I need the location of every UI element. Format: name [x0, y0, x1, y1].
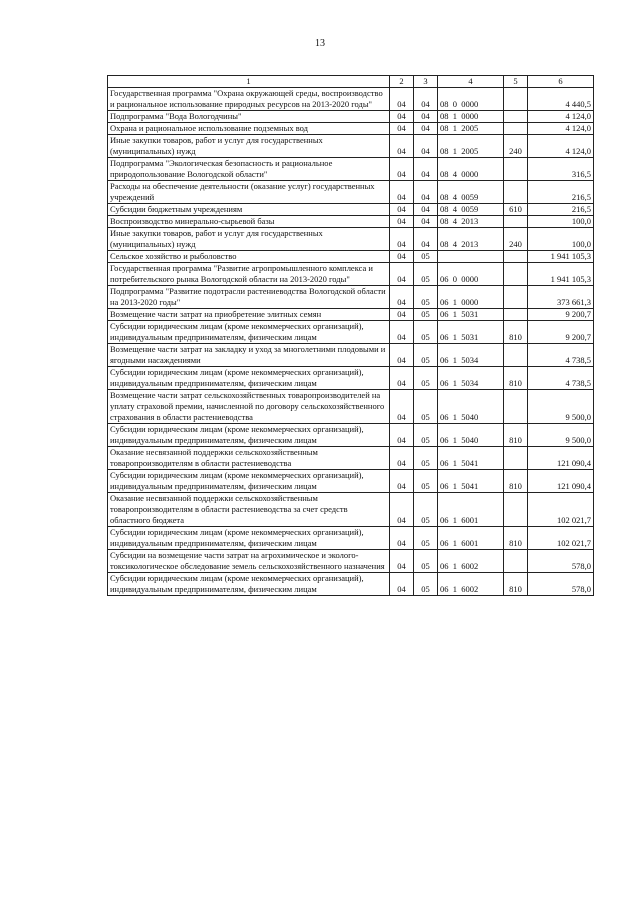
section-code-cell: 04 [390, 527, 414, 550]
amount-cell: 4 440,5 [528, 88, 594, 111]
row-name-cell: Подпрограмма "Вода Вологодчины" [108, 111, 390, 123]
amount-cell: 121 090,4 [528, 447, 594, 470]
table-row [108, 573, 594, 596]
budget-table [107, 75, 594, 596]
section-code-cell: 04 [390, 204, 414, 216]
row-name-cell: Оказание несвязанной поддержки сельскохозяйственным товаропроизводителям в области растениеводства за счет средств областного бюджета [108, 493, 390, 527]
header-cell: 5 [504, 76, 528, 88]
subsection-code-cell: 05 [414, 367, 438, 390]
target-article-cell: 06 1 0000 [438, 286, 504, 309]
subsection-code-cell: 04 [414, 123, 438, 135]
target-article-cell: 06 1 5034 [438, 367, 504, 390]
target-article-cell: 08 4 2013 [438, 228, 504, 251]
section-code-cell: 04 [390, 390, 414, 424]
section-code-cell: 04 [390, 367, 414, 390]
section-code-cell: 04 [390, 216, 414, 228]
expense-type-cell [504, 344, 528, 367]
table-row [108, 88, 594, 111]
header-cell: 6 [528, 76, 594, 88]
amount-cell: 4 124,0 [528, 135, 594, 158]
row-name-cell: Иные закупки товаров, работ и услуг для государственных (муниципальных) нужд [108, 135, 390, 158]
table-row [108, 424, 594, 447]
page-number: 13 [315, 38, 325, 49]
row-name-cell: Субсидии юридическим лицам (кроме некоммерческих организаций), индивидуальным предпринимателям, физическим лицам [108, 424, 390, 447]
subsection-code-cell: 05 [414, 286, 438, 309]
table-row [108, 181, 594, 204]
section-code-cell: 04 [390, 493, 414, 527]
header-cell: 2 [390, 76, 414, 88]
table-row [108, 228, 594, 251]
expense-type-cell [504, 216, 528, 228]
expense-type-cell: 810 [504, 527, 528, 550]
header-cell: 1 [108, 76, 390, 88]
amount-cell: 9 500,0 [528, 424, 594, 447]
subsection-code-cell: 04 [414, 88, 438, 111]
row-name-cell: Субсидии юридическим лицам (кроме некоммерческих организаций), индивидуальным предпринимателям, физическим лицам [108, 527, 390, 550]
subsection-code-cell: 04 [414, 216, 438, 228]
subsection-code-cell: 05 [414, 344, 438, 367]
expense-type-cell [504, 251, 528, 263]
expense-type-cell: 810 [504, 424, 528, 447]
subsection-code-cell: 04 [414, 135, 438, 158]
table-header-row [108, 76, 594, 88]
amount-cell: 100,0 [528, 228, 594, 251]
amount-cell: 578,0 [528, 550, 594, 573]
subsection-code-cell: 05 [414, 447, 438, 470]
expense-type-cell [504, 309, 528, 321]
amount-cell: 4 124,0 [528, 111, 594, 123]
table-row [108, 493, 594, 527]
table-row [108, 309, 594, 321]
expense-type-cell: 810 [504, 470, 528, 493]
row-name-cell: Субсидии на возмещение части затрат на агрохимическое и эколого-токсикологическое обследование земель сельскохозяйственного назначения [108, 550, 390, 573]
amount-cell: 216,5 [528, 181, 594, 204]
amount-cell: 4 738,5 [528, 367, 594, 390]
amount-cell: 216,5 [528, 204, 594, 216]
expense-type-cell: 810 [504, 321, 528, 344]
row-name-cell: Субсидии юридическим лицам (кроме некоммерческих организаций), индивидуальным предпринимателям, физическим лицам [108, 321, 390, 344]
target-article-cell: 06 1 6001 [438, 493, 504, 527]
row-name-cell: Субсидии бюджетным учреждениям [108, 204, 390, 216]
target-article-cell: 06 1 6002 [438, 573, 504, 596]
section-code-cell: 04 [390, 309, 414, 321]
section-code-cell: 04 [390, 158, 414, 181]
table-row [108, 123, 594, 135]
expense-type-cell: 240 [504, 228, 528, 251]
row-name-cell: Субсидии юридическим лицам (кроме некоммерческих организаций), индивидуальным предпринимателям, физическим лицам [108, 470, 390, 493]
row-name-cell: Государственная программа "Развитие агропромышленного комплекса и потребительского рынка Вологодской области на 2013-2020 годы" [108, 263, 390, 286]
header-cell: 4 [438, 76, 504, 88]
row-name-cell: Возмещение части затрат на закладку и уход за многолетними плодовыми и ягодными насаждениями [108, 344, 390, 367]
amount-cell: 578,0 [528, 573, 594, 596]
expense-type-cell: 240 [504, 135, 528, 158]
expense-type-cell [504, 88, 528, 111]
amount-cell: 121 090,4 [528, 470, 594, 493]
row-name-cell: Воспроизводство минерально-сырьевой базы [108, 216, 390, 228]
expense-type-cell [504, 493, 528, 527]
row-name-cell: Подпрограмма "Экологическая безопасность и рациональное природопользование Вологодской области" [108, 158, 390, 181]
subsection-code-cell: 04 [414, 111, 438, 123]
table-row [108, 158, 594, 181]
subsection-code-cell: 05 [414, 309, 438, 321]
table-row [108, 135, 594, 158]
target-article-cell [438, 251, 504, 263]
table-row [108, 286, 594, 309]
target-article-cell: 06 1 5040 [438, 424, 504, 447]
subsection-code-cell: 05 [414, 390, 438, 424]
row-name-cell: Субсидии юридическим лицам (кроме некоммерческих организаций), индивидуальным предпринимателям, физическим лицам [108, 573, 390, 596]
expense-type-cell [504, 123, 528, 135]
subsection-code-cell: 04 [414, 181, 438, 204]
amount-cell: 100,0 [528, 216, 594, 228]
amount-cell: 4 124,0 [528, 123, 594, 135]
expense-type-cell [504, 286, 528, 309]
subsection-code-cell: 05 [414, 263, 438, 286]
subsection-code-cell: 05 [414, 251, 438, 263]
expense-type-cell [504, 447, 528, 470]
amount-cell: 9 200,7 [528, 309, 594, 321]
target-article-cell: 06 1 5031 [438, 309, 504, 321]
target-article-cell: 08 1 0000 [438, 111, 504, 123]
table-row [108, 344, 594, 367]
table-row [108, 447, 594, 470]
header-cell: 3 [414, 76, 438, 88]
expense-type-cell [504, 390, 528, 424]
expense-type-cell: 810 [504, 573, 528, 596]
section-code-cell: 04 [390, 344, 414, 367]
table-row [108, 251, 594, 263]
amount-cell: 373 661,3 [528, 286, 594, 309]
section-code-cell: 04 [390, 88, 414, 111]
row-name-cell: Сельское хозяйство и рыболовство [108, 251, 390, 263]
target-article-cell: 06 0 0000 [438, 263, 504, 286]
target-article-cell: 08 4 0059 [438, 204, 504, 216]
section-code-cell: 04 [390, 321, 414, 344]
table-row [108, 216, 594, 228]
target-article-cell: 06 1 5041 [438, 447, 504, 470]
section-code-cell: 04 [390, 135, 414, 158]
expense-type-cell [504, 158, 528, 181]
target-article-cell: 06 1 5041 [438, 470, 504, 493]
target-article-cell: 06 1 5031 [438, 321, 504, 344]
target-article-cell: 08 4 0000 [438, 158, 504, 181]
amount-cell: 4 738,5 [528, 344, 594, 367]
subsection-code-cell: 05 [414, 470, 438, 493]
section-code-cell: 04 [390, 123, 414, 135]
amount-cell: 1 941 105,3 [528, 263, 594, 286]
target-article-cell: 06 1 5040 [438, 390, 504, 424]
target-article-cell: 08 4 0059 [438, 181, 504, 204]
amount-cell: 102 021,7 [528, 493, 594, 527]
subsection-code-cell: 05 [414, 321, 438, 344]
row-name-cell: Государственная программа "Охрана окружающей среды, воспроизводство и рациональное использование природных ресурсов на 2013-2020 годы" [108, 88, 390, 111]
section-code-cell: 04 [390, 424, 414, 447]
target-article-cell: 06 1 6001 [438, 527, 504, 550]
table-row [108, 470, 594, 493]
expense-type-cell: 810 [504, 367, 528, 390]
section-code-cell: 04 [390, 251, 414, 263]
subsection-code-cell: 05 [414, 527, 438, 550]
subsection-code-cell: 04 [414, 228, 438, 251]
subsection-code-cell: 04 [414, 204, 438, 216]
subsection-code-cell: 05 [414, 550, 438, 573]
target-article-cell: 08 1 2005 [438, 135, 504, 158]
section-code-cell: 04 [390, 286, 414, 309]
table-row [108, 390, 594, 424]
table-row [108, 263, 594, 286]
subsection-code-cell: 05 [414, 424, 438, 447]
section-code-cell: 04 [390, 470, 414, 493]
subsection-code-cell: 05 [414, 493, 438, 527]
section-code-cell: 04 [390, 550, 414, 573]
table-row [108, 204, 594, 216]
row-name-cell: Субсидии юридическим лицам (кроме некоммерческих организаций), индивидуальным предпринимателям, физическим лицам [108, 367, 390, 390]
row-name-cell: Иные закупки товаров, работ и услуг для государственных (муниципальных) нужд [108, 228, 390, 251]
amount-cell: 9 500,0 [528, 390, 594, 424]
section-code-cell: 04 [390, 181, 414, 204]
row-name-cell: Возмещение части затрат на приобретение элитных семян [108, 309, 390, 321]
section-code-cell: 04 [390, 263, 414, 286]
expense-type-cell [504, 263, 528, 286]
table-row [108, 321, 594, 344]
section-code-cell: 04 [390, 573, 414, 596]
expense-type-cell: 610 [504, 204, 528, 216]
target-article-cell: 08 0 0000 [438, 88, 504, 111]
row-name-cell: Возмещение части затрат сельскохозяйственных товаропроизводителей на уплату страховой премии, начисленной по договору сельскохозяйственного страхования в области растениеводства [108, 390, 390, 424]
target-article-cell: 06 1 5034 [438, 344, 504, 367]
row-name-cell: Расходы на обеспечение деятельности (оказание услуг) государственных учреждений [108, 181, 390, 204]
target-article-cell: 08 1 2005 [438, 123, 504, 135]
table-row [108, 550, 594, 573]
table-row [108, 111, 594, 123]
amount-cell: 316,5 [528, 158, 594, 181]
section-code-cell: 04 [390, 228, 414, 251]
amount-cell: 102 021,7 [528, 527, 594, 550]
table-row [108, 367, 594, 390]
expense-type-cell [504, 181, 528, 204]
row-name-cell: Оказание несвязанной поддержки сельскохозяйственным товаропроизводителям в области растениеводства [108, 447, 390, 470]
table-row [108, 527, 594, 550]
amount-cell: 9 200,7 [528, 321, 594, 344]
section-code-cell: 04 [390, 111, 414, 123]
row-name-cell: Подпрограмма "Развитие подотрасли растениеводства Вологодской области на 2013-2020 годы" [108, 286, 390, 309]
expense-type-cell [504, 550, 528, 573]
subsection-code-cell: 05 [414, 573, 438, 596]
row-name-cell: Охрана и рациональное использование подземных вод [108, 123, 390, 135]
expense-type-cell [504, 111, 528, 123]
amount-cell: 1 941 105,3 [528, 251, 594, 263]
subsection-code-cell: 04 [414, 158, 438, 181]
target-article-cell: 06 1 6002 [438, 550, 504, 573]
target-article-cell: 08 4 2013 [438, 216, 504, 228]
section-code-cell: 04 [390, 447, 414, 470]
